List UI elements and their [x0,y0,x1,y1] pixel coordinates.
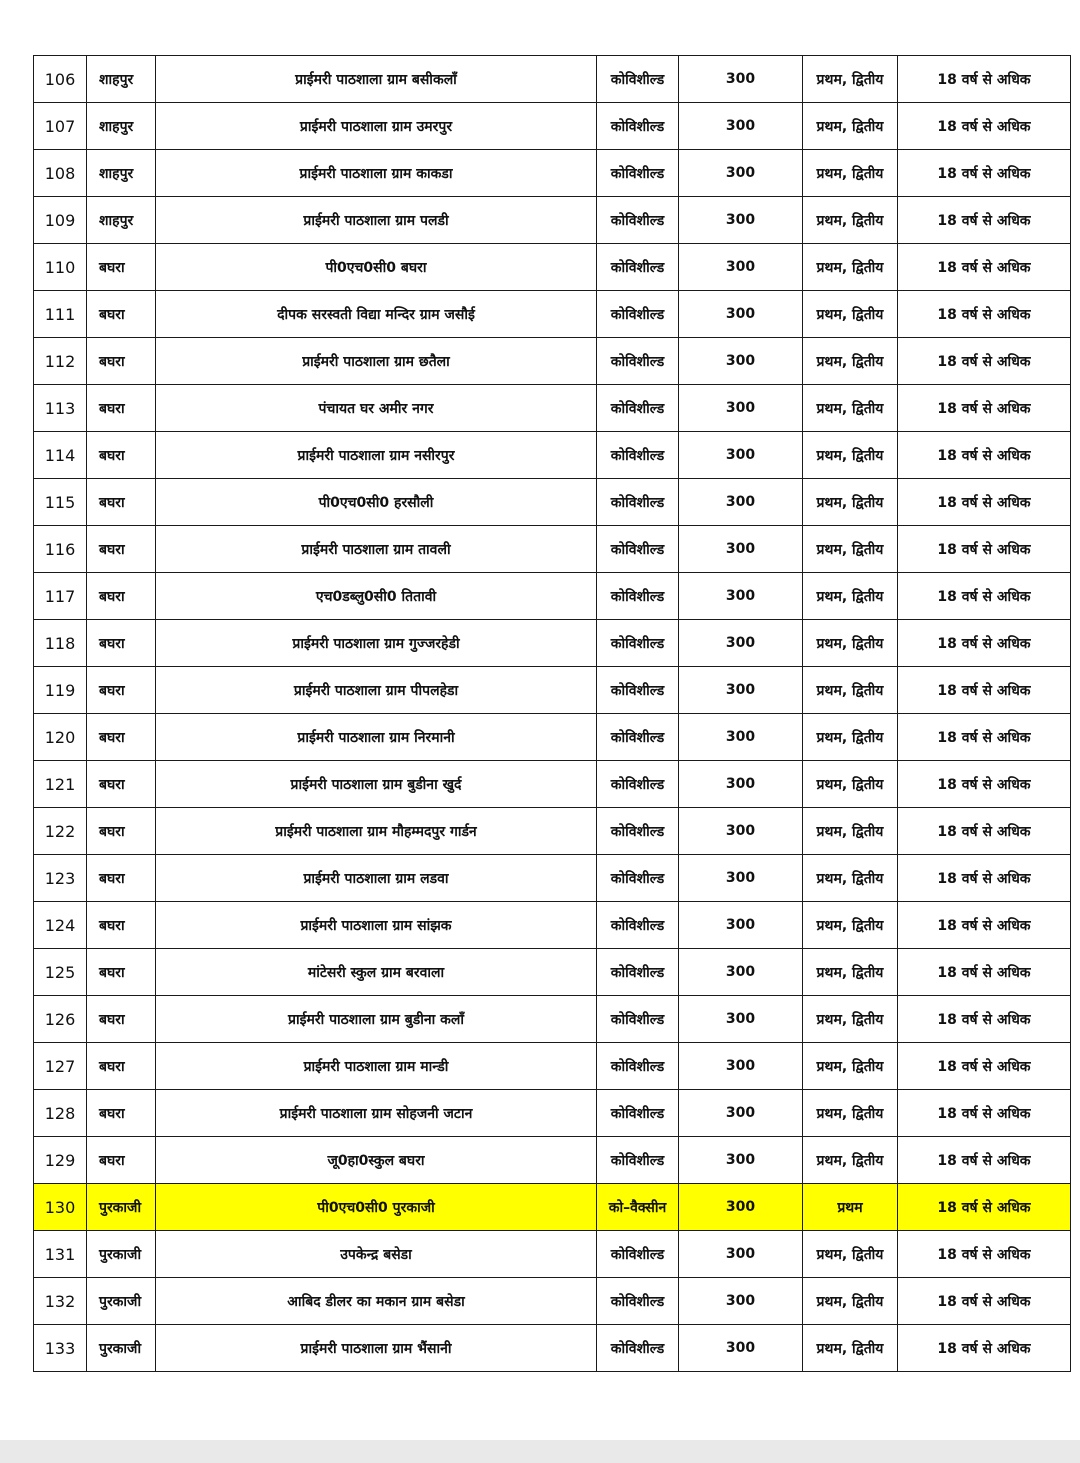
vaccine-cell: कोविशील्ड [597,667,679,714]
table-row [34,103,1071,150]
table-row [34,479,1071,526]
serial-number-cell: 132 [34,1278,87,1325]
block-cell: शाहपुर [87,103,156,150]
vaccine-cell: कोविशील्ड [597,338,679,385]
block-cell: बघरा [87,244,156,291]
table-row [34,714,1071,761]
block-cell: बघरा [87,620,156,667]
age-group-cell: 18 वर्ष से अधिक [898,432,1071,479]
site-name-cell: प्राईमरी पाठशाला ग्राम भैंसानी [156,1325,597,1372]
dose-count-cell: 300 [679,761,803,808]
vaccine-cell: कोविशील्ड [597,902,679,949]
dose-count-cell: 300 [679,1137,803,1184]
table-row [34,996,1071,1043]
block-cell: बघरा [87,902,156,949]
site-name-cell: दीपक सरस्वती विद्या मन्दिर ग्राम जसौई [156,291,597,338]
block-cell: बघरा [87,385,156,432]
serial-number-cell: 116 [34,526,87,573]
serial-number-cell: 123 [34,855,87,902]
serial-number-cell: 114 [34,432,87,479]
site-name-cell: प्राईमरी पाठशाला ग्राम बुडीना कलॉं [156,996,597,1043]
dose-type-cell: प्रथम, द्वितीय [803,103,898,150]
vaccine-cell: कोविशील्ड [597,808,679,855]
serial-number-cell: 127 [34,1043,87,1090]
serial-number-cell: 112 [34,338,87,385]
block-cell: बघरा [87,949,156,996]
dose-count-cell: 300 [679,291,803,338]
dose-count-cell: 300 [679,949,803,996]
vaccine-cell: कोविशील्ड [597,1231,679,1278]
vaccine-cell: कोविशील्ड [597,1325,679,1372]
site-name-cell: प्राईमरी पाठशाला ग्राम पीपलहेडा [156,667,597,714]
block-cell: बघरा [87,808,156,855]
dose-count-cell: 300 [679,479,803,526]
table-row [34,1090,1071,1137]
dose-count-cell: 300 [679,1184,803,1231]
age-group-cell: 18 वर्ष से अधिक [898,291,1071,338]
dose-count-cell: 300 [679,667,803,714]
site-name-cell: प्राईमरी पाठशाला ग्राम निरमानी [156,714,597,761]
dose-count-cell: 300 [679,1043,803,1090]
dose-count-cell: 300 [679,573,803,620]
table-row [34,1043,1071,1090]
site-name-cell: प्राईमरी पाठशाला ग्राम छतैला [156,338,597,385]
block-cell: शाहपुर [87,56,156,103]
age-group-cell: 18 वर्ष से अधिक [898,526,1071,573]
vaccine-cell: कोविशील्ड [597,150,679,197]
block-cell: बघरा [87,291,156,338]
dose-count-cell: 300 [679,1090,803,1137]
vaccine-cell: कोविशील्ड [597,714,679,761]
age-group-cell: 18 वर्ष से अधिक [898,479,1071,526]
serial-number-cell: 130 [34,1184,87,1231]
dose-count-cell: 300 [679,385,803,432]
serial-number-cell: 120 [34,714,87,761]
block-cell: बघरा [87,667,156,714]
site-name-cell: प्राईमरी पाठशाला ग्राम लडवा [156,855,597,902]
age-group-cell: 18 वर्ष से अधिक [898,338,1071,385]
serial-number-cell: 122 [34,808,87,855]
dose-type-cell: प्रथम, द्वितीय [803,714,898,761]
dose-type-cell: प्रथम, द्वितीय [803,1278,898,1325]
dose-type-cell: प्रथम, द्वितीय [803,1043,898,1090]
vaccine-cell: कोविशील्ड [597,855,679,902]
site-name-cell: प्राईमरी पाठशाला ग्राम तावली [156,526,597,573]
site-name-cell: प्राईमरी पाठशाला ग्राम मौहम्मदपुर गार्डन [156,808,597,855]
dose-type-cell: प्रथम, द्वितीय [803,479,898,526]
table-row [34,761,1071,808]
age-group-cell: 18 वर्ष से अधिक [898,620,1071,667]
table-row [34,855,1071,902]
dose-count-cell: 300 [679,902,803,949]
vaccine-cell: कोविशील्ड [597,1090,679,1137]
dose-count-cell: 300 [679,1325,803,1372]
vaccine-cell: कोविशील्ड [597,197,679,244]
age-group-cell: 18 वर्ष से अधिक [898,761,1071,808]
serial-number-cell: 111 [34,291,87,338]
vaccine-cell: कोविशील्ड [597,620,679,667]
age-group-cell: 18 वर्ष से अधिक [898,1325,1071,1372]
block-cell: शाहपुर [87,197,156,244]
dose-count-cell: 300 [679,1278,803,1325]
site-name-cell: प्राईमरी पाठशाला ग्राम काकडा [156,150,597,197]
site-name-cell: एच0डब्लु0सी0 तितावी [156,573,597,620]
dose-type-cell: प्रथम, द्वितीय [803,667,898,714]
vaccine-cell: कोविशील्ड [597,996,679,1043]
serial-number-cell: 126 [34,996,87,1043]
site-name-cell: आबिद डीलर का मकान ग्राम बसेडा [156,1278,597,1325]
table-row [34,1231,1071,1278]
dose-type-cell: प्रथम, द्वितीय [803,526,898,573]
block-cell: बघरा [87,479,156,526]
dose-type-cell: प्रथम, द्वितीय [803,432,898,479]
age-group-cell: 18 वर्ष से अधिक [898,996,1071,1043]
age-group-cell: 18 वर्ष से अधिक [898,949,1071,996]
dose-type-cell: प्रथम, द्वितीय [803,1137,898,1184]
block-cell: बघरा [87,1137,156,1184]
dose-type-cell: प्रथम, द्वितीय [803,244,898,291]
table-row [34,150,1071,197]
site-name-cell: प्राईमरी पाठशाला ग्राम बसीकलॉं [156,56,597,103]
dose-type-cell: प्रथम, द्वितीय [803,385,898,432]
dose-type-cell: प्रथम, द्वितीय [803,56,898,103]
serial-number-cell: 124 [34,902,87,949]
vaccine-cell: कोविशील्ड [597,385,679,432]
table-row [34,385,1071,432]
age-group-cell: 18 वर्ष से अधिक [898,573,1071,620]
dose-count-cell: 300 [679,338,803,385]
dose-count-cell: 300 [679,56,803,103]
age-group-cell: 18 वर्ष से अधिक [898,244,1071,291]
site-name-cell: प्राईमरी पाठशाला ग्राम सोहजनी जटान [156,1090,597,1137]
serial-number-cell: 110 [34,244,87,291]
age-group-cell: 18 वर्ष से अधिक [898,1137,1071,1184]
block-cell: बघरा [87,432,156,479]
age-group-cell: 18 वर्ष से अधिक [898,1184,1071,1231]
vaccine-cell: कोविशील्ड [597,573,679,620]
block-cell: बघरा [87,1090,156,1137]
dose-type-cell: प्रथम, द्वितीय [803,1231,898,1278]
serial-number-cell: 131 [34,1231,87,1278]
serial-number-cell: 109 [34,197,87,244]
table-row [34,1137,1071,1184]
dose-type-cell: प्रथम, द्वितीय [803,996,898,1043]
serial-number-cell: 117 [34,573,87,620]
dose-type-cell: प्रथम, द्वितीय [803,902,898,949]
dose-count-cell: 300 [679,150,803,197]
dose-count-cell: 300 [679,808,803,855]
age-group-cell: 18 वर्ष से अधिक [898,667,1071,714]
serial-number-cell: 129 [34,1137,87,1184]
serial-number-cell: 107 [34,103,87,150]
site-name-cell: प्राईमरी पाठशाला ग्राम पलडी [156,197,597,244]
vaccine-cell: कोविशील्ड [597,56,679,103]
block-cell: पुरकाजी [87,1184,156,1231]
site-name-cell: पी0एच0सी0 हरसौली [156,479,597,526]
block-cell: बघरा [87,1043,156,1090]
table-row [34,338,1071,385]
age-group-cell: 18 वर्ष से अधिक [898,1231,1071,1278]
vaccine-cell: कोविशील्ड [597,1043,679,1090]
age-group-cell: 18 वर्ष से अधिक [898,1278,1071,1325]
vaccine-cell: कोविशील्ड [597,103,679,150]
site-name-cell: प्राईमरी पाठशाला ग्राम उमरपुर [156,103,597,150]
site-name-cell: मांटेसरी स्कुल ग्राम बरवाला [156,949,597,996]
dose-type-cell: प्रथम, द्वितीय [803,761,898,808]
table-row [34,949,1071,996]
site-name-cell: जू0हा0स्कुल बघरा [156,1137,597,1184]
dose-type-cell: प्रथम, द्वितीय [803,808,898,855]
dose-count-cell: 300 [679,432,803,479]
table-row [34,1278,1071,1325]
table-body [34,56,1071,1372]
vaccine-cell: कोविशील्ड [597,244,679,291]
block-cell: पुरकाजी [87,1231,156,1278]
site-name-cell: पंचायत घर अमीर नगर [156,385,597,432]
age-group-cell: 18 वर्ष से अधिक [898,855,1071,902]
dose-type-cell: प्रथम, द्वितीय [803,855,898,902]
table-row [34,291,1071,338]
vaccine-cell: को–वैक्सीन [597,1184,679,1231]
vaccination-sites-table [33,55,1071,1372]
table-row [34,573,1071,620]
block-cell: बघरा [87,761,156,808]
age-group-cell: 18 वर्ष से अधिक [898,56,1071,103]
table-row [34,56,1071,103]
site-name-cell: प्राईमरी पाठशाला ग्राम सांझक [156,902,597,949]
dose-count-cell: 300 [679,244,803,291]
serial-number-cell: 125 [34,949,87,996]
site-name-cell: प्राईमरी पाठशाला ग्राम मान्डी [156,1043,597,1090]
age-group-cell: 18 वर्ष से अधिक [898,197,1071,244]
table-row [34,526,1071,573]
dose-type-cell: प्रथम [803,1184,898,1231]
age-group-cell: 18 वर्ष से अधिक [898,150,1071,197]
dose-type-cell: प्रथम, द्वितीय [803,949,898,996]
serial-number-cell: 119 [34,667,87,714]
table-row [34,902,1071,949]
serial-number-cell: 133 [34,1325,87,1372]
vaccine-cell: कोविशील्ड [597,1278,679,1325]
dose-type-cell: प्रथम, द्वितीय [803,1325,898,1372]
table-row [34,667,1071,714]
site-name-cell: उपकेन्द्र बसेडा [156,1231,597,1278]
age-group-cell: 18 वर्ष से अधिक [898,1043,1071,1090]
dose-type-cell: प्रथम, द्वितीय [803,197,898,244]
vaccine-cell: कोविशील्ड [597,761,679,808]
dose-count-cell: 300 [679,714,803,761]
vaccine-cell: कोविशील्ड [597,432,679,479]
dose-type-cell: प्रथम, द्वितीय [803,620,898,667]
site-name-cell: पी0एच0सी0 बघरा [156,244,597,291]
dose-count-cell: 300 [679,1231,803,1278]
age-group-cell: 18 वर्ष से अधिक [898,1090,1071,1137]
dose-type-cell: प्रथम, द्वितीय [803,338,898,385]
dose-count-cell: 300 [679,103,803,150]
block-cell: पुरकाजी [87,1278,156,1325]
dose-count-cell: 300 [679,620,803,667]
block-cell: बघरा [87,996,156,1043]
block-cell: शाहपुर [87,150,156,197]
table-row [34,197,1071,244]
block-cell: बघरा [87,714,156,761]
site-name-cell: पी0एच0सी0 पुरकाजी [156,1184,597,1231]
dose-type-cell: प्रथम, द्वितीय [803,291,898,338]
dose-type-cell: प्रथम, द्वितीय [803,150,898,197]
age-group-cell: 18 वर्ष से अधिक [898,714,1071,761]
table-row [34,1325,1071,1372]
dose-type-cell: प्रथम, द्वितीय [803,1090,898,1137]
block-cell: पुरकाजी [87,1325,156,1372]
serial-number-cell: 128 [34,1090,87,1137]
age-group-cell: 18 वर्ष से अधिक [898,385,1071,432]
serial-number-cell: 121 [34,761,87,808]
dose-type-cell: प्रथम, द्वितीय [803,573,898,620]
vaccine-cell: कोविशील्ड [597,291,679,338]
age-group-cell: 18 वर्ष से अधिक [898,808,1071,855]
vaccine-cell: कोविशील्ड [597,479,679,526]
site-name-cell: प्राईमरी पाठशाला ग्राम गुज्जरहेडी [156,620,597,667]
age-group-cell: 18 वर्ष से अधिक [898,902,1071,949]
block-cell: बघरा [87,338,156,385]
site-name-cell: प्राईमरी पाठशाला ग्राम नसीरपुर [156,432,597,479]
dose-count-cell: 300 [679,996,803,1043]
serial-number-cell: 113 [34,385,87,432]
dose-count-cell: 300 [679,526,803,573]
block-cell: बघरा [87,526,156,573]
table-row [34,1184,1071,1231]
dose-count-cell: 300 [679,855,803,902]
table-row [34,620,1071,667]
block-cell: बघरा [87,573,156,620]
table-row [34,808,1071,855]
table-row [34,432,1071,479]
serial-number-cell: 118 [34,620,87,667]
vaccine-cell: कोविशील्ड [597,949,679,996]
serial-number-cell: 106 [34,56,87,103]
serial-number-cell: 115 [34,479,87,526]
age-group-cell: 18 वर्ष से अधिक [898,103,1071,150]
block-cell: बघरा [87,855,156,902]
serial-number-cell: 108 [34,150,87,197]
dose-count-cell: 300 [679,197,803,244]
table-row [34,244,1071,291]
vaccine-cell: कोविशील्ड [597,1137,679,1184]
site-name-cell: प्राईमरी पाठशाला ग्राम बुडीना खुर्द [156,761,597,808]
vaccine-cell: कोविशील्ड [597,526,679,573]
